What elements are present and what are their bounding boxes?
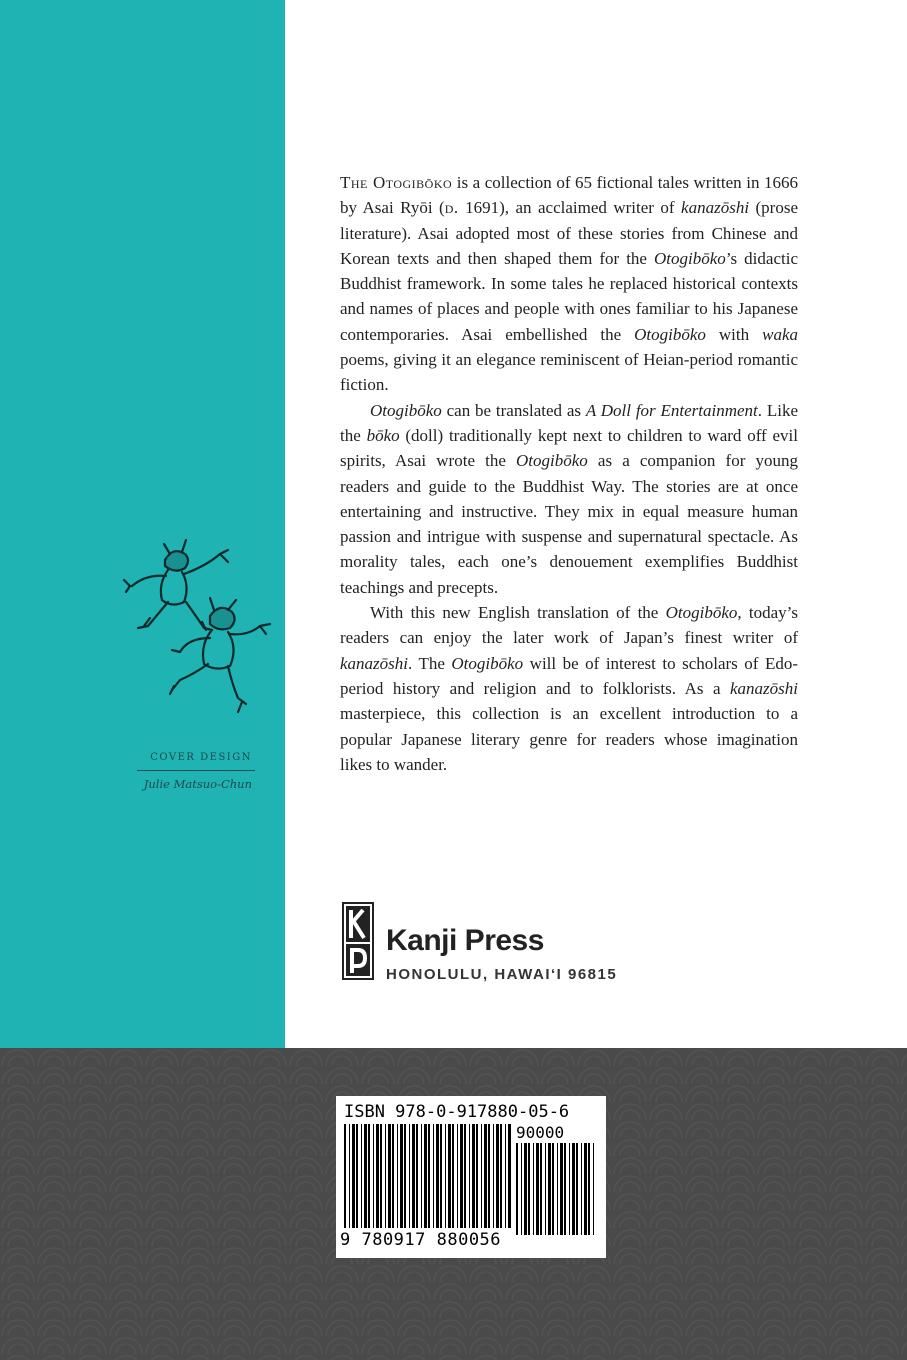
barcode-bar: [464, 1124, 466, 1228]
barcode-bar: [368, 1124, 370, 1228]
description-paragraph-1: The Otogibōko is a collection of 65 fictional tales written in 1666 by Asai Ryōi (d. 1691), an acclaimed writer of kanazōshi (prose literature). Asai adopted most of these stories from Chinese and Korean texts and then shaped them for the Otogibōko’s didactic Buddhist framework. In some tales he replaced historical contexts and names of places and people with ones familiar to his Japanese contemporaries. Asai embellished the Otogibōko with waka poems, giving it an elegance reminiscent of Heian-period romantic fiction.: [340, 173, 799, 395]
barcode-bar: [484, 1124, 487, 1228]
barcode-bar: [424, 1124, 427, 1228]
description-paragraph-2: Otogibōko can be translated as A Doll for Entertainment. Like the bōko (doll) traditionally kept next to children to ward off evil spirits, Asai wrote the Otogibōko as a companion for young readers and guide to the Buddhist Way. The stories are at once entertaining and instructive. They mix in equal measure human passion and intrigue with suspense and supernatural spectacle. As morality tales, each one’s denouement exemplifies Buddhist teachings and precepts.: [340, 400, 798, 597]
barcode-bar: [564, 1143, 566, 1235]
barcode-bar: [472, 1124, 475, 1228]
addon-barcode-bars: [516, 1143, 598, 1235]
barcode-bar: [380, 1124, 382, 1228]
barcode-bar: [593, 1143, 594, 1235]
barcode-bar: [524, 1143, 527, 1235]
barcode-bar: [448, 1124, 451, 1228]
barcode-bar: [536, 1143, 539, 1235]
barcode-bar: [352, 1124, 355, 1228]
barcode-bar: [356, 1124, 358, 1228]
isbn-number: ISBN 978-0-917880-05-6: [344, 1102, 570, 1122]
barcode-bar: [481, 1124, 482, 1228]
barcode-digits: 9 780917 880056: [340, 1230, 502, 1250]
isbn-barcode: [336, 1096, 606, 1258]
barcode-bar: [376, 1124, 379, 1228]
barcode-bar: [528, 1143, 530, 1235]
barcode-bar: [540, 1143, 542, 1235]
barcode-bar: [588, 1143, 590, 1235]
barcode-bar: [505, 1124, 506, 1228]
barcode-bar: [545, 1143, 546, 1235]
barcode-bar: [560, 1143, 563, 1235]
barcode-bar: [385, 1124, 386, 1228]
barcode-bar: [476, 1124, 478, 1228]
barcode-bar: [409, 1124, 410, 1228]
barcode-bar: [493, 1124, 494, 1228]
barcode-bar: [388, 1124, 391, 1228]
barcode-bar: [496, 1124, 499, 1228]
barcode-bar: [552, 1143, 554, 1235]
barcode-bar: [533, 1143, 534, 1235]
barcode-bar: [364, 1124, 367, 1228]
credit-divider: [137, 770, 255, 771]
barcode-bar: [460, 1124, 463, 1228]
barcode-bar: [457, 1124, 458, 1228]
barcode-bar: [584, 1143, 587, 1235]
barcode-bar: [400, 1124, 403, 1228]
description-paragraph-3: With this new English translation of the Otogibōko, today’s readers can enjoy the later work of Japan’s finest writer of kanazōshi. The Otogibōko will be of interest to scholars of Edo-period history and religion and to folklorists. As a kanazōshi masterpiece, this collection is an excellent introduction to a popular Japanese literary genre for readers whose imagination likes to wander.: [340, 603, 799, 774]
barcode-bar: [440, 1124, 442, 1228]
barcode-bar: [521, 1143, 522, 1235]
barcode-bar: [404, 1124, 406, 1228]
barcode-bar: [557, 1143, 558, 1235]
price-code: 90000: [516, 1123, 565, 1142]
teal-side-band: [0, 0, 285, 1048]
barcode-bar: [469, 1124, 470, 1228]
kanji-press-kp-logo-icon: [342, 902, 374, 980]
barcode-bar: [433, 1124, 434, 1228]
barcode-bar: [488, 1124, 490, 1228]
barcode-bar: [508, 1124, 511, 1228]
barcode-bar: [436, 1124, 439, 1228]
barcode-bar: [576, 1143, 578, 1235]
barcode-bar: [548, 1143, 551, 1235]
barcode-bar: [344, 1124, 346, 1228]
barcode-bar: [581, 1143, 582, 1235]
barcode-bar: [397, 1124, 398, 1228]
barcode-bar: [421, 1124, 422, 1228]
publisher-name: Kanji Press: [386, 924, 544, 957]
barcode-bar: [416, 1124, 418, 1228]
barcode-bar: [516, 1143, 518, 1235]
barcode-bar: [373, 1124, 374, 1228]
ean-barcode-bars: [344, 1124, 514, 1228]
publisher-address: HONOLULU, HAWAI‘I 96815: [386, 966, 618, 983]
barcode-bar: [412, 1124, 415, 1228]
book-description: [340, 170, 798, 777]
cover-design-label: COVER DESIGN: [150, 752, 252, 763]
dancing-oni-figures-icon: [110, 530, 280, 730]
barcode-bar: [392, 1124, 394, 1228]
barcode-bar: [361, 1124, 362, 1228]
barcode-bar: [428, 1124, 430, 1228]
barcode-bar: [445, 1124, 446, 1228]
barcode-bar: [572, 1143, 575, 1235]
barcode-bar: [452, 1124, 454, 1228]
cover-designer-name: Julie Matsuo-Chun: [143, 777, 252, 791]
barcode-bar: [500, 1124, 502, 1228]
barcode-bar: [349, 1124, 350, 1228]
barcode-bar: [569, 1143, 570, 1235]
